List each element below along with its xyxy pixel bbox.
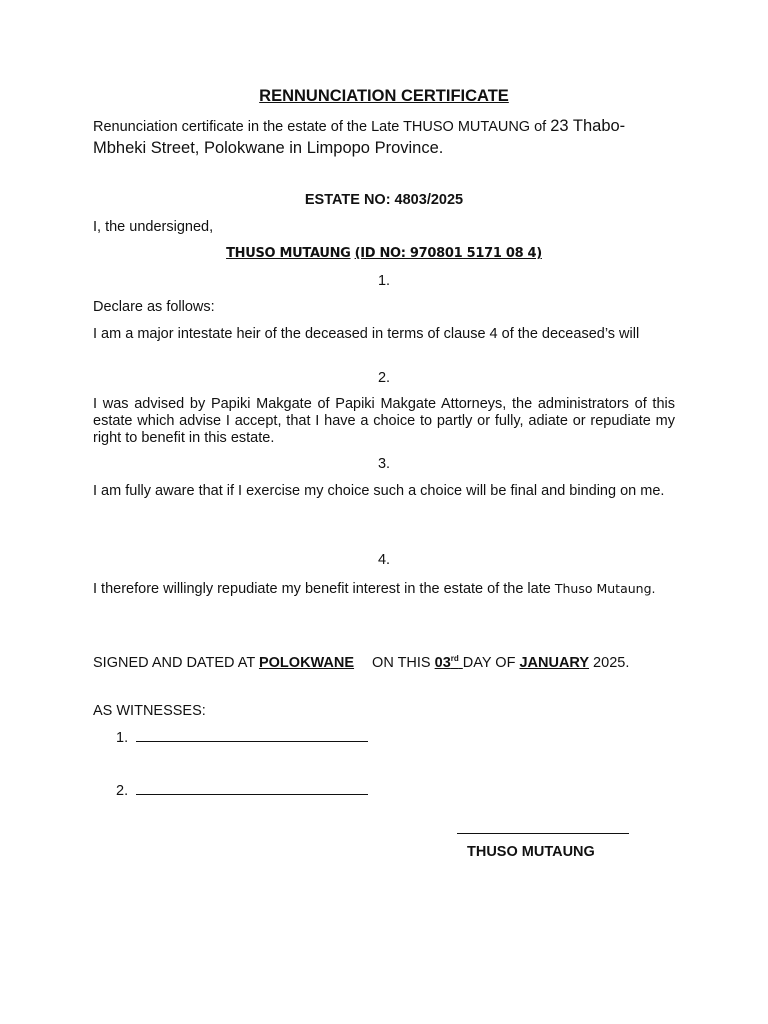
signed-day-number: 03: [434, 654, 451, 671]
witness-2-line: [116, 783, 416, 800]
signed-day-of: DAY OF: [462, 654, 520, 671]
clause-number-4: 4.: [377, 552, 391, 568]
signed-on-this: ON THIS: [372, 654, 435, 671]
witnesses-heading: AS WITNESSES:: [93, 703, 206, 719]
signed-year: 2025.: [589, 654, 630, 671]
intro-deceased-name: THUSO MUTAUNG: [403, 119, 531, 135]
intro-paragraph: [93, 116, 675, 160]
witness-2-signature-line: [136, 794, 368, 795]
witness-1-number: 1.: [116, 730, 129, 746]
signatory-name: THUSO MUTAUNG: [467, 844, 595, 860]
signed-month: JANUARY: [519, 654, 590, 671]
declare-heading: Declare as follows:: [93, 299, 215, 315]
clause-number-1: 1.: [377, 273, 391, 289]
clause-1-text: I am a major intestate heir of the deceased in terms of clause 4 of the deceased’s will: [93, 326, 640, 342]
clause-number-3: 3.: [377, 456, 391, 472]
declarant-name: THUSO MUTAUNG: [226, 246, 351, 261]
declarant-id: (ID NO: 970801 5171 08 4): [354, 246, 542, 261]
signed-prefix: SIGNED AND DATED AT: [93, 654, 259, 671]
intro-text-b: of: [530, 119, 551, 135]
declarant-line: [0, 245, 768, 261]
signed-day-suffix: rd: [450, 654, 459, 663]
clause-2-text: I was advised by Papiki Makgate of Papiki Makgate Attorneys, the administrators of this estate which advise I accept, that I have a choice to partly or fully, adiate or repudiate my right to benefit in this estate.: [93, 396, 675, 446]
signed-day: [435, 655, 463, 671]
intro-text-a: Renunciation certificate in the estate of the Late: [93, 119, 404, 135]
clause-4-text-a: I therefore willingly repudiate my benefit interest in the estate of the late: [93, 581, 555, 597]
witness-1-signature-line: [136, 741, 368, 742]
document-title: RENNUNCIATION CERTIFICATE: [259, 87, 509, 105]
clause-4-text: [93, 579, 675, 599]
signatory-signature-line: [457, 833, 629, 834]
witness-1-line: [116, 730, 416, 747]
clause-4-deceased-name: Thuso Mutaung.: [554, 581, 656, 596]
clause-3-text: I am fully aware that if I exercise my choice such a choice will be final and binding on me.: [93, 483, 665, 499]
estate-number: ESTATE NO: 4803/2025: [304, 192, 464, 208]
intro-address-b: Mbheki Street, Polokwane in Limpopo Province.: [93, 139, 444, 157]
witness-2-number: 2.: [116, 783, 129, 799]
signed-dated-line: [93, 650, 675, 672]
clause-number-2: 2.: [377, 370, 391, 386]
signed-place: POLOKWANE: [258, 654, 355, 671]
undersigned-text: I, the undersigned,: [93, 219, 214, 235]
intro-address-a: 23 Thabo-: [550, 117, 626, 135]
